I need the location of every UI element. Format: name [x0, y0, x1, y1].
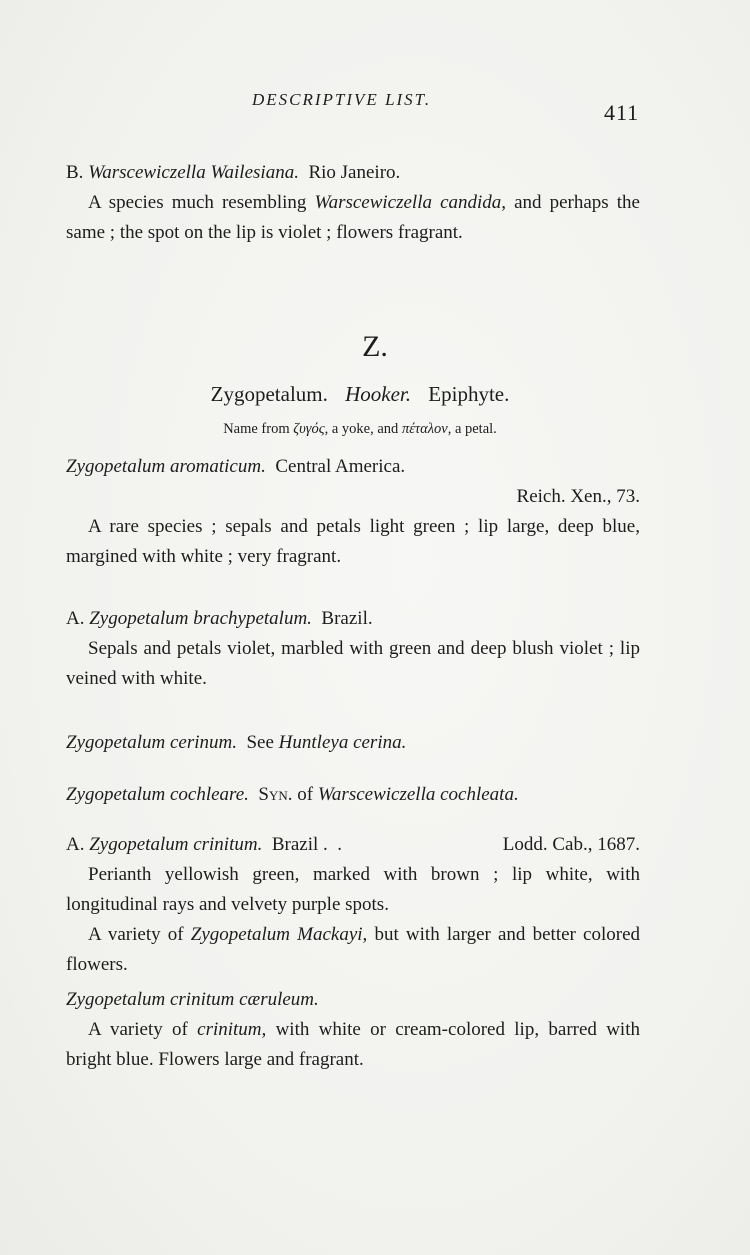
entry-description: Perianth yellowish green, marked with brown ; lip white, with longitudinal rays and velvety purple spots.: [66, 864, 640, 915]
species-name: Zygopetalum brachypetalum.: [89, 608, 312, 629]
entry-description: [66, 1015, 640, 1075]
entry-heading: [66, 604, 640, 634]
page-number: 411: [604, 100, 640, 125]
see-label: See: [246, 732, 274, 753]
description-text: A species much resembling: [88, 192, 307, 213]
entry-description: Sepals and petals violet, marbled with green and deep blush violet ; lip veined with white.: [66, 638, 640, 689]
greek-word: ζυγός: [293, 421, 325, 437]
entry-aromaticum: [66, 452, 640, 572]
referenced-species: Zygopetalum Mackayi,: [190, 924, 368, 945]
entry-heading: [66, 830, 640, 860]
locality: Brazil.: [321, 608, 373, 629]
entry-cochleare: [66, 780, 640, 810]
entry-cerinum: [66, 728, 640, 758]
entry-heading: [66, 985, 640, 1015]
entry-brachypetalum: [66, 604, 640, 694]
referenced-species: crinitum,: [197, 1019, 267, 1040]
reference: Lodd. Cab., 1687.: [502, 834, 640, 855]
etymology-text: , a petal.: [447, 421, 497, 437]
description-text: but with larger and better colored flowers.: [66, 924, 640, 975]
species-name: Zygopetalum crinitum cæruleum.: [66, 989, 319, 1010]
etymology-text: Name from: [223, 421, 290, 437]
entry-crinitum: [66, 830, 640, 980]
locality: Central America.: [275, 456, 406, 477]
etymology: [0, 421, 720, 438]
entry-description: [66, 188, 640, 248]
genus-habit: Epiphyte.: [428, 382, 510, 406]
entry-heading: [66, 780, 640, 810]
grade-label: A.: [66, 834, 85, 855]
description-text: and perhaps the same ; the spot on the lip is violet ; flowers fragrant.: [66, 192, 640, 243]
referenced-species: Warscewiczella candida,: [314, 192, 507, 213]
species-name: Zygopetalum cochleare.: [66, 784, 249, 805]
entry-crinitum-caeruleum: [66, 985, 640, 1075]
section-letter: Z.: [362, 330, 388, 363]
description-text: A variety of: [88, 924, 184, 945]
entry-description: [66, 920, 640, 980]
locality: Brazil .: [271, 834, 328, 855]
reference: Reich. Xen., 73.: [516, 486, 640, 507]
grade-label: B.: [66, 162, 84, 183]
grade-label: A.: [66, 608, 85, 629]
entry-description: A rare species ; sepals and petals light green ; lip large, deep blue, margined with white ; very fragrant.: [66, 516, 640, 567]
greek-word: πέταλον: [401, 421, 448, 437]
locality: Rio Janeiro.: [308, 162, 401, 183]
entry-wailesiana: [66, 158, 640, 248]
cross-reference: Huntleya cerina.: [278, 732, 407, 753]
genus-name: Zygopetalum.: [210, 382, 328, 406]
description-text: with white or cream-colored lip, barred with bright blue. Flowers large and fragrant.: [66, 1019, 640, 1070]
species-name: Warscewiczella Wailesiana.: [88, 162, 299, 183]
leader-dot: .: [337, 834, 343, 855]
description-text: A variety of: [88, 1019, 188, 1040]
species-name: Zygopetalum aromaticum.: [66, 456, 266, 477]
genus-author: Hooker.: [345, 382, 412, 406]
entry-heading: [66, 452, 640, 482]
genus-heading: [0, 382, 720, 407]
of-label: of: [297, 784, 314, 805]
etymology-text: , a yoke, and: [324, 421, 399, 437]
running-header: DESCRIPTIVE LIST.: [252, 90, 432, 109]
entry-heading: [66, 158, 640, 188]
entry-heading: [66, 728, 640, 758]
synonym-name: Warscewiczella cochleata.: [317, 784, 519, 805]
species-name: Zygopetalum crinitum.: [89, 834, 263, 855]
synonym-label: Syn.: [258, 784, 293, 805]
species-name: Zygopetalum cerinum.: [66, 732, 237, 753]
